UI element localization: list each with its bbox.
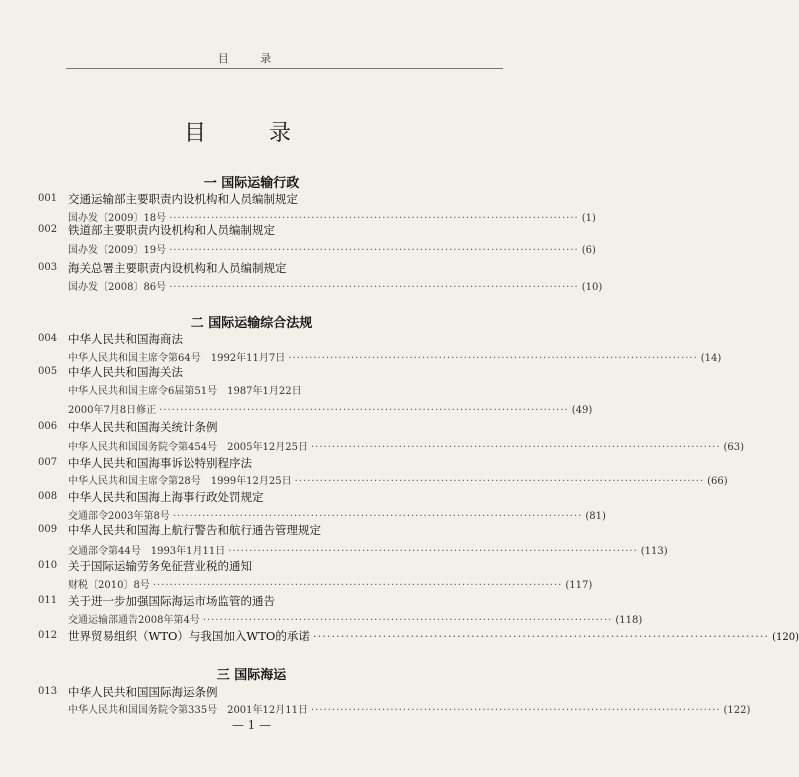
section-heading: 一 国际运输行政 bbox=[203, 176, 300, 191]
entry-number: 011 bbox=[38, 595, 58, 606]
leader-dots: ·································································································· bbox=[294, 476, 705, 487]
entry-source-line bbox=[68, 507, 606, 522]
entry-source: 交通部令2003年第8号 bbox=[68, 511, 170, 522]
entry-number: 010 bbox=[38, 560, 58, 571]
entry-number: 013 bbox=[38, 686, 58, 697]
page-number[interactable]: (49) bbox=[571, 405, 593, 416]
leader-dots: ·································································································· bbox=[159, 405, 569, 416]
entry-source-line bbox=[68, 382, 461, 397]
entry-number: 012 bbox=[38, 630, 58, 641]
entry-number: 008 bbox=[38, 491, 58, 502]
entry-number: 001 bbox=[38, 193, 58, 204]
entry-source-line bbox=[68, 611, 643, 626]
leader-dots: ·································································································· bbox=[311, 705, 721, 716]
entry-title-line bbox=[68, 628, 799, 644]
page-number[interactable]: (14) bbox=[700, 353, 722, 364]
entry-source-line bbox=[68, 278, 603, 293]
entry-number: 002 bbox=[38, 224, 58, 235]
entry-title[interactable]: 海关总署主要职责内设机构和人员编制规定 bbox=[68, 261, 287, 275]
section-heading: 二 国际运输综合法规 bbox=[190, 316, 313, 331]
entry-source: 中华人民共和国国务院令第454号 2005年12月25日 bbox=[68, 442, 308, 453]
page-number[interactable]: (122) bbox=[723, 705, 751, 716]
page-number[interactable]: (6) bbox=[581, 245, 596, 256]
entry-title[interactable]: 中华人民共和国海上航行警告和航行通告管理规定 bbox=[68, 523, 321, 537]
entry-source: 交通运输部通告2008年第4号 bbox=[68, 615, 200, 626]
entry-title[interactable]: 中华人民共和国海上海事行政处罚规定 bbox=[68, 490, 264, 504]
page-number[interactable]: (81) bbox=[585, 511, 606, 522]
entry-title[interactable]: 中华人民共和国海商法 bbox=[68, 332, 183, 346]
entry-title[interactable]: 中华人民共和国海关统计条例 bbox=[68, 420, 218, 434]
page-number[interactable]: (63) bbox=[723, 442, 745, 453]
entry-title[interactable]: 关于进一步加强国际海运市场监管的通告 bbox=[68, 594, 275, 608]
leader-dots: ·································································································· bbox=[228, 546, 638, 557]
entry-source: 中华人民共和国国务院令第335号 2001年12月11日 bbox=[68, 705, 308, 716]
page-title: 目 录 bbox=[184, 121, 319, 146]
leader-dots: ·································································································· bbox=[152, 580, 563, 591]
entry-title[interactable]: 中华人民共和国海关法 bbox=[68, 365, 183, 379]
entry-source: 国办发〔2009〕18号 bbox=[68, 213, 167, 224]
entry-source-line bbox=[68, 472, 728, 487]
entry-source-line bbox=[68, 701, 751, 716]
leader-dots: ·································································································· bbox=[312, 629, 770, 643]
page-number[interactable]: (10) bbox=[581, 282, 603, 293]
leader-dots: ·································································································· bbox=[169, 282, 579, 293]
leader-dots: ·································································································· bbox=[311, 442, 721, 453]
entry-source: 国办发〔2009〕19号 bbox=[68, 245, 167, 256]
entry-title[interactable]: 中华人民共和国海事诉讼特别程序法 bbox=[68, 456, 252, 470]
header-rule bbox=[66, 68, 503, 69]
entry-source: 中华人民共和国主席令第28号 1999年12月25日 bbox=[68, 476, 292, 487]
leader-dots: ·································································································· bbox=[202, 615, 613, 626]
page-number[interactable]: (118) bbox=[615, 615, 643, 626]
running-head: 目 录 bbox=[217, 52, 286, 65]
entry-title[interactable]: 世界贸易组织（WTO）与我国加入WTO的承诺 bbox=[68, 629, 310, 643]
entry-source-line bbox=[68, 401, 593, 416]
leader-dots: ·································································································· bbox=[169, 213, 579, 224]
entry-number: 003 bbox=[38, 262, 58, 273]
entry-source: 中华人民共和国主席令第64号 1992年11月7日 bbox=[68, 353, 286, 364]
entry-source: 交通部令第44号 1993年1月11日 bbox=[68, 546, 226, 557]
entry-number: 006 bbox=[38, 421, 58, 432]
entry-source-line bbox=[68, 241, 596, 256]
entry-number: 007 bbox=[38, 457, 58, 468]
entry-title[interactable]: 中华人民共和国国际海运条例 bbox=[68, 685, 218, 699]
entry-number: 004 bbox=[38, 333, 58, 344]
leader-dots: ·································································································· bbox=[172, 511, 583, 522]
section-heading: 三 国际海运 bbox=[216, 668, 287, 683]
entry-source: 国办发〔2008〕86号 bbox=[68, 282, 167, 293]
page-number[interactable]: (117) bbox=[565, 580, 593, 591]
leader-dots: ·································································································· bbox=[169, 245, 579, 256]
entry-title[interactable]: 交通运输部主要职责内设机构和人员编制规定 bbox=[68, 192, 298, 206]
entry-source-line bbox=[68, 349, 722, 364]
page-folio: — 1 — bbox=[231, 718, 272, 732]
entry-title[interactable]: 铁道部主要职责内设机构和人员编制规定 bbox=[68, 223, 275, 237]
leader-dots: ·································································································· bbox=[288, 353, 698, 364]
page-number[interactable]: (113) bbox=[640, 546, 668, 557]
entry-source-line bbox=[68, 576, 593, 591]
entry-title[interactable]: 关于国际运输劳务免征营业税的通知 bbox=[68, 559, 252, 573]
entry-source: 中华人民共和国主席令6届第51号 1987年1月22日 bbox=[68, 386, 302, 397]
entry-number: 005 bbox=[38, 366, 58, 377]
entry-source: 2000年7月8日修正 bbox=[68, 405, 157, 416]
entry-source: 财税〔2010〕8号 bbox=[68, 580, 150, 591]
page-number[interactable]: (1) bbox=[581, 213, 596, 224]
entry-source-line bbox=[68, 438, 745, 453]
page-number[interactable]: (120) bbox=[772, 632, 799, 643]
entry-source-line bbox=[68, 542, 668, 557]
entry-number: 009 bbox=[38, 524, 58, 535]
page-number[interactable]: (66) bbox=[707, 476, 728, 487]
